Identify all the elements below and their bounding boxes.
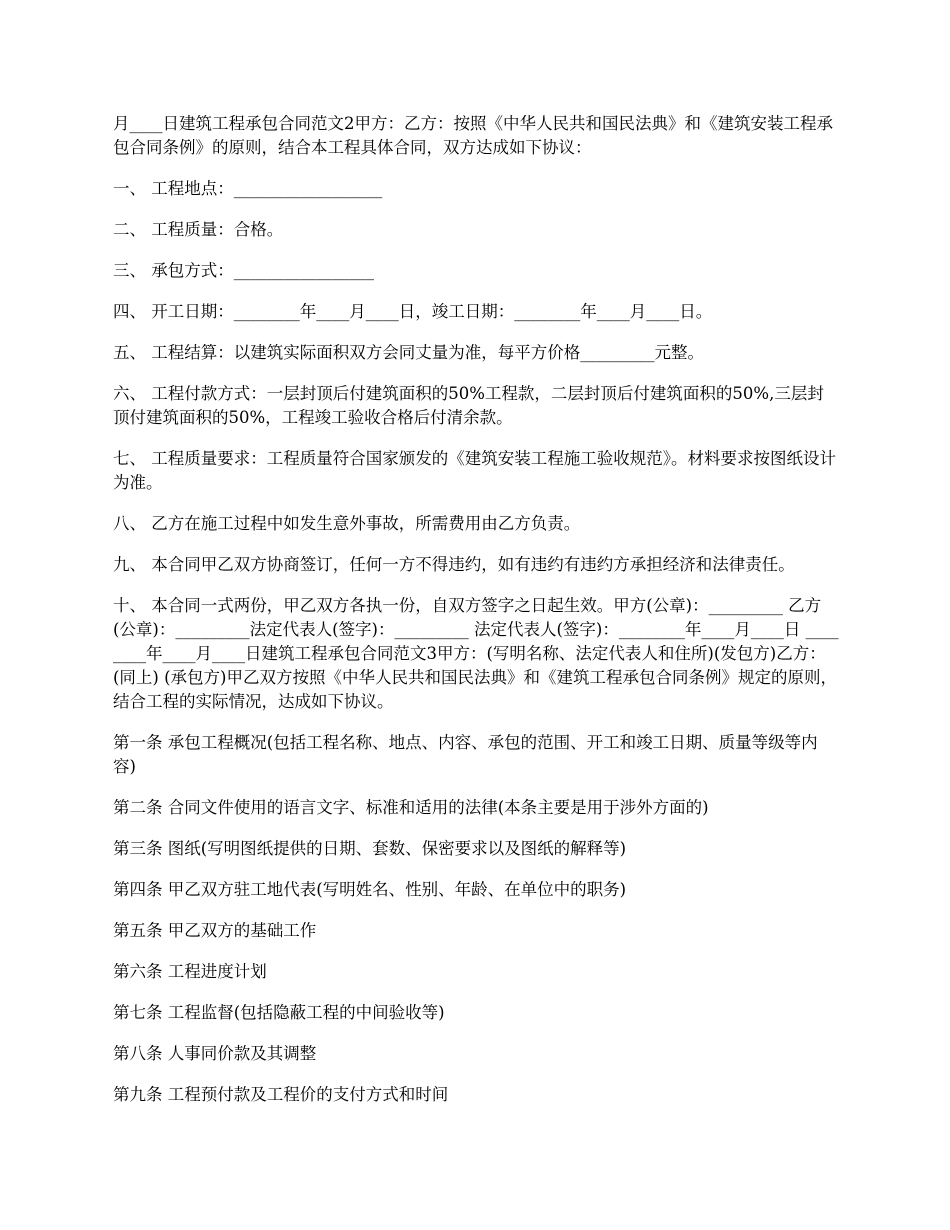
paragraph-clause-4: 四、 开工日期：________年____月____日，竣工日期：________年____月____日。 [113, 302, 713, 321]
document-body [113, 112, 840, 1124]
paragraph-article-2: 第二条 合同文件使用的语言文字、标准和适用的法律(本条主要是用于涉外方面的) [113, 798, 709, 817]
paragraph-clause-9: 九、 本合同甲乙双方协商签订，任何一方不得违约，如有违约有违约方承担经济和法律责任。 [113, 555, 795, 574]
paragraph-clause-8: 八、 乙方在施工过程中如发生意外事故，所需费用由乙方负责。 [113, 514, 581, 533]
paragraph-clause-5: 五、 工程结算：以建筑实际面积双方会同丈量为准，每平方价格_________元整。 [113, 343, 704, 362]
paragraph-clause-7: 七、 工程质量要求：工程质量符合国家颁发的《建筑安装工程施工验收规范》。材料要求按图纸设计为准。 [113, 449, 836, 492]
paragraph-clause-2: 二、 工程质量：合格。 [113, 220, 284, 239]
paragraph-clause-10: 十、 本合同一式两份，甲乙双方各执一份，自双方签字之日起生效。甲方(公章)：_________ 乙方(公章)：_________法定代表人(签字)：_________ 法定代表人(签字)：________年____月____日 ________年____月____日建筑工程承包合同范文3甲方：(写明名称、法定代表人和住所)(发包方)乙方：(同上) (承包方)甲乙双方按照《中华人民共和国民法典》和《建筑工程承包合同条例》规定的原则，结合工程的实际情况，达成如下协议。 [113, 596, 839, 711]
paragraph-article-3: 第三条 图纸(写明图纸提供的日期、套数、保密要求以及图纸的解释等) [113, 839, 627, 858]
paragraph-article-5: 第五条 甲乙双方的基础工作 [113, 921, 317, 940]
paragraph-intro: 月____日建筑工程承包合同范文2甲方：乙方：按照《中华人民共和国民法典》和《建筑安装工程承包合同条例》的原则，结合本工程具体合同，双方达成如下协议： [113, 114, 833, 157]
paragraph-article-4: 第四条 甲乙双方驻工地代表(写明姓名、性别、年龄、在单位中的职务) [113, 880, 627, 899]
paragraph-clause-3: 三、 承包方式：_________________ [113, 261, 374, 280]
paragraph-clause-6: 六、 工程付款方式：一层封顶后付建筑面积的50%工程款，二层封顶后付建筑面积的50%,三层封顶付建筑面积的50%，工程竣工验收合格后付清余款。 [113, 384, 824, 427]
paragraph-article-9: 第九条 工程预付款及工程价的支付方式和时间 [113, 1085, 449, 1104]
paragraph-article-8: 第八条 人事同价款及其调整 [113, 1044, 317, 1063]
paragraph-article-1: 第一条 承包工程概况(包括工程名称、地点、内容、承包的范围、开工和竣工日期、质量等级等内容) [113, 733, 818, 776]
paragraph-article-7: 第七条 工程监督(包括隐蔽工程的中间验收等) [113, 1003, 445, 1022]
paragraph-article-6: 第六条 工程进度计划 [113, 962, 267, 981]
paragraph-clause-1: 一、 工程地点：__________________ [113, 179, 383, 198]
